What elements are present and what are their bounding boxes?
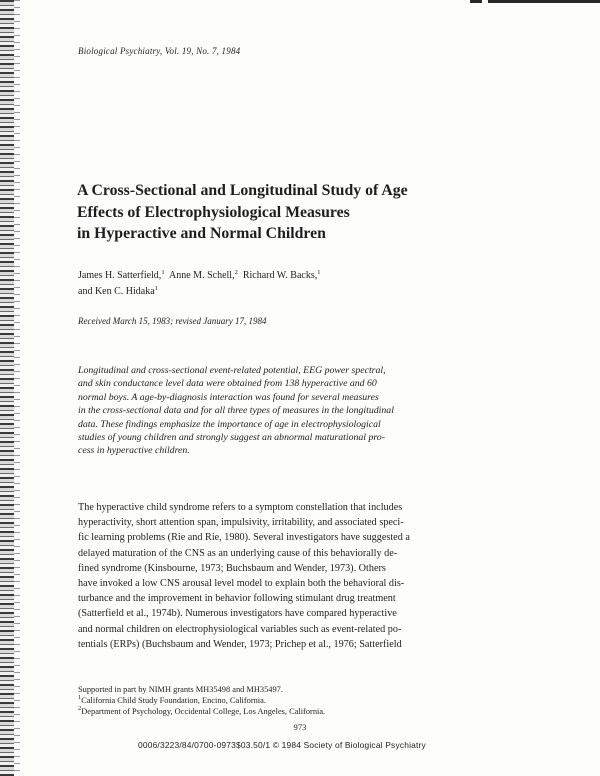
body-line: The hyperactive child syndrome refers to a symptom constellation that includes — [78, 502, 403, 513]
footnote-text: Supported in part by NIMH grants MH35498 and MH35497. — [78, 685, 283, 694]
abstract-line: cess in hyperactive children. — [78, 445, 190, 457]
body-line: fic learning problems (Rie and Rie, 1980). Several investigators have suggested a — [78, 532, 410, 544]
body-line: have invoked a low CNS arousal level model to explain both the behavioral dis- — [78, 578, 405, 590]
author-name: and Ken C. Hidaka — [78, 285, 155, 297]
scan-binding-edge — [0, 0, 14, 776]
received-dates: Received March 15, 1983; revised January 17, 1984 — [78, 316, 267, 326]
title-line: Effects of Electrophysiological Measures — [77, 203, 350, 221]
copyright-line: 0006/3223/84/0700-0973$03.50/1 © 1984 Society of Biological Psychiatry — [138, 740, 426, 750]
body-line: delayed maturation of the CNS as an underlying cause of this behaviorally de- — [78, 547, 398, 559]
body-line: hyperactivity, short attention span, impulsivity, irritability, and associated speci- — [78, 517, 404, 529]
body-line: (Satterfield et al., 1974b). Numerous investigators have compared hyperactive — [78, 608, 397, 620]
body-line: tentials (ERPs) (Buchsbaum and Wender, 1973; Prichep et al., 1976; Satterfield — [78, 638, 402, 650]
footnote-text: California Child Study Foundation, Encino, California. — [81, 696, 266, 706]
affiliation-mark: 1 — [154, 284, 158, 292]
author-name: James H. Satterfield, — [78, 270, 162, 281]
body-line: turbance and the improvement in behavior following stimulant drug treatment — [78, 593, 396, 605]
abstract-line: in the cross-sectional data and for all three types of measures in the longitudinal — [78, 405, 394, 417]
affiliation-mark: 1 — [161, 269, 165, 276]
footnote — [78, 684, 325, 695]
scan-top-mark — [488, 0, 600, 3]
author-name: Anne M. Schell, — [169, 270, 235, 281]
footnotes — [78, 684, 325, 718]
scan-binding-shadow — [14, 0, 20, 776]
footnote — [78, 695, 325, 706]
author-line — [78, 284, 321, 300]
abstract-line: studies of young children and strongly suggest an abnormal maturational pro- — [78, 432, 385, 444]
abstract-line: data. These findings emphasize the importance of age in electrophysiological — [78, 418, 381, 430]
footnote-mark: 2 — [78, 705, 82, 713]
body-text — [78, 500, 410, 652]
abstract-line: and skin conductance level data were obtained from 138 hyperactive and 60 — [78, 378, 377, 390]
author-line — [78, 268, 321, 284]
author-name: Richard W. Backs, — [242, 270, 318, 281]
article-title — [77, 180, 497, 245]
abstract — [78, 364, 394, 458]
journal-citation: Biological Psychiatry, Vol. 19, No. 7, 1984 — [78, 46, 241, 56]
page-number: 973 — [293, 722, 307, 732]
author-list — [78, 268, 321, 299]
footnote — [78, 706, 325, 717]
affiliation-mark: 1 — [317, 269, 321, 276]
body-line: fined syndrome (Kinsbourne, 1973; Buchsbaum and Wender, 1973). Others — [78, 562, 386, 574]
footnote-text: Department of Psychology, Occidental College, Los Angeles, California. — [81, 707, 326, 717]
abstract-line: normal boys. A age-by-diagnosis interaction was found for several measures — [78, 391, 379, 403]
scan-top-mark — [470, 0, 482, 3]
body-line: and normal children on electrophysiological variables such as event-related po- — [78, 623, 402, 635]
footnote-mark: 1 — [78, 694, 82, 702]
affiliation-mark: 2 — [234, 269, 238, 276]
title-line: A Cross-Sectional and Longitudinal Study of Age — [77, 182, 408, 199]
title-line: in Hyperactive and Normal Children — [77, 225, 326, 242]
abstract-line: Longitudinal and cross-sectional event-related potential, EEG power spectral, — [78, 365, 386, 376]
